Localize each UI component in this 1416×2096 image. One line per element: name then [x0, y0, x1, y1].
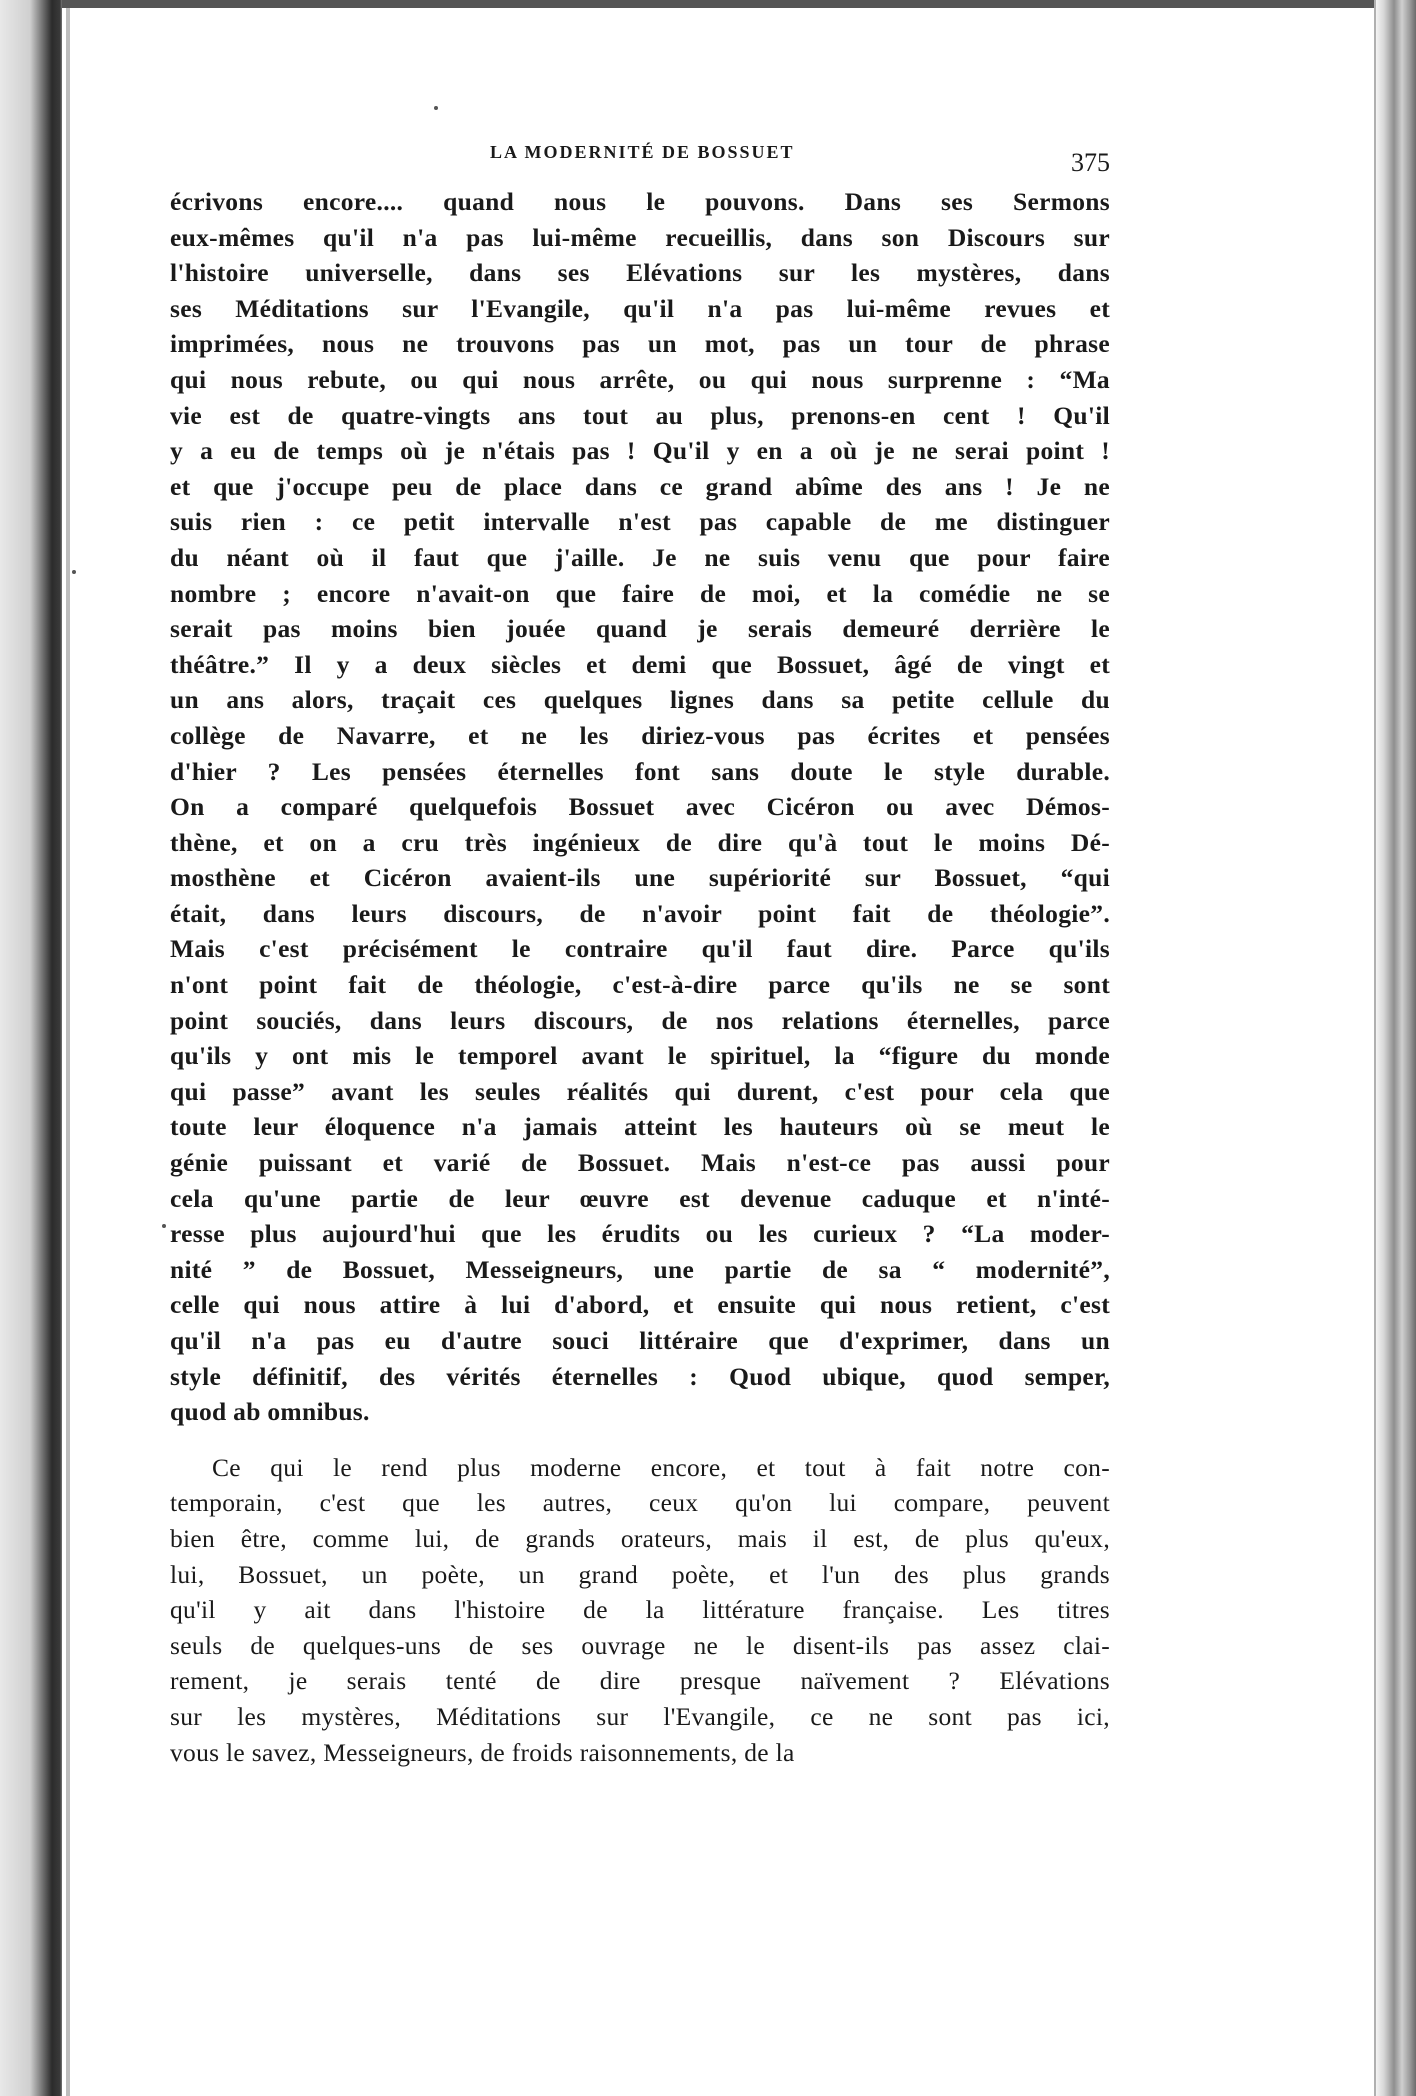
paragraph-gap [170, 1430, 1110, 1442]
text-line: y a eu de temps où je n'étais pas ! Qu'il y en a où je ne serai point ! [170, 436, 1110, 466]
text-line: un ans alors, traçait ces quelques lignes dans sa petite cellule du [170, 685, 1110, 715]
running-head [170, 136, 1110, 176]
text-line: génie puissant et varié de Bossuet. Mais n'est-ce pas aussi pour [170, 1148, 1110, 1178]
text-line: thène, et on a cru très ingénieux de dire qu'à tout le moins Dé- [170, 827, 1110, 857]
page-number: 375 [1071, 148, 1110, 177]
text-line: n'ont point fait de théologie, c'est-à-dire parce qu'ils ne se sont [170, 970, 1110, 1000]
paragraph-2 [170, 1450, 1110, 1770]
text-line: toute leur éloquence n'a jamais atteint les hauteurs où se meut le [170, 1112, 1110, 1142]
text-line: d'hier ? Les pensées éternelles font sans doute le style durable. [170, 756, 1110, 786]
text-line: eux-mêmes qu'il n'a pas lui-même recueillis, dans son Discours sur [170, 222, 1110, 252]
text-line: Ce qui le rend plus moderne encore, et tout à fait notre con- [212, 1452, 1110, 1482]
text-line: seuls de quelques-uns de ses ouvrage ne le disent-ils pas assez clai- [170, 1630, 1110, 1660]
text-line: rement, je serais tenté de dire presque naïvement ? Elévations [170, 1666, 1110, 1696]
text-line: nité ” de Bossuet, Messeigneurs, une partie de sa “ modernité”, [170, 1254, 1110, 1284]
scan-speck [434, 106, 438, 110]
text-line: bien être, comme lui, de grands orateurs, mais il est, de plus qu'eux, [170, 1523, 1110, 1553]
text-line: l'histoire universelle, dans ses Elévations sur les mystères, dans [170, 258, 1110, 288]
text-line: suis rien : ce petit intervalle n'est pas capable de me distinguer [170, 507, 1110, 537]
paragraph-1 [170, 184, 1110, 1430]
text-line: collège de Navarre, et ne les diriez-vous pas écrites et pensées [170, 720, 1110, 750]
text-line: imprimées, nous ne trouvons pas un mot, pas un tour de phrase [170, 329, 1110, 359]
text-line: qui nous rebute, ou qui nous arrête, ou qui nous surprenne : “Ma [170, 364, 1110, 394]
text-line: nombre ; encore n'avait-on que faire de moi, et la comédie ne se [170, 578, 1110, 608]
text-line: théâtre.” Il y a deux siècles et demi que Bossuet, âgé de vingt et [170, 649, 1110, 679]
text-line: quod ab omnibus. [170, 1397, 370, 1427]
text-line: ses Méditations sur l'Evangile, qu'il n'a pas lui-même revues et [170, 293, 1110, 323]
text-line: celle qui nous attire à lui d'abord, et ensuite qui nous retient, c'est [170, 1290, 1110, 1320]
text-line: et que j'occupe peu de place dans ce grand abîme des ans ! Je ne [170, 471, 1110, 501]
binding-shadow-line [66, 0, 70, 2096]
scan-speck [162, 1224, 166, 1228]
text-line: vie est de quatre-vingts ans tout au plus, prenons-en cent ! Qu'il [170, 400, 1110, 430]
text-line: mosthène et Cicéron avaient-ils une supériorité sur Bossuet, “qui [170, 863, 1110, 893]
scan-speck [72, 570, 76, 574]
text-line: du néant où il faut que j'aille. Je ne suis venu que pour faire [170, 542, 1110, 572]
text-line: Mais c'est précisément le contraire qu'il faut dire. Parce qu'ils [170, 934, 1110, 964]
text-line: temporain, c'est que les autres, ceux qu'on lui compare, peuvent [170, 1488, 1110, 1518]
right-page-gutter [1376, 0, 1416, 2096]
text-line: qu'ils y ont mis le temporel avant le spirituel, la “figure du monde [170, 1041, 1110, 1071]
text-line: style définitif, des vérités éternelles : Quod ubique, quod semper, [170, 1361, 1110, 1391]
text-line: On a comparé quelquefois Bossuet avec Cicéron ou avec Démos- [170, 792, 1110, 822]
top-scan-shadow [62, 0, 1392, 8]
text-line: lui, Bossuet, un poète, un grand poète, et l'un des plus grands [170, 1559, 1110, 1589]
text-line: cela qu'une partie de leur œuvre est devenue caduque et n'inté- [170, 1183, 1110, 1213]
running-title: LA MODERNITÉ DE BOSSUET [490, 142, 795, 162]
previous-page-edge [0, 0, 62, 2096]
text-line: qu'il y ait dans l'histoire de la littérature française. Les titres [170, 1595, 1110, 1625]
text-line: resse plus aujourd'hui que les érudits ou les curieux ? “La moder- [170, 1219, 1110, 1249]
text-line: point souciés, dans leurs discours, de nos relations éternelles, parce [170, 1005, 1110, 1035]
text-line: sur les mystères, Méditations sur l'Evangile, ce ne sont pas ici, [170, 1701, 1110, 1731]
book-page [170, 136, 1110, 1770]
text-line: vous le savez, Messeigneurs, de froids raisonnements, de la [170, 1737, 795, 1767]
text-line: était, dans leurs discours, de n'avoir point fait de théologie”. [170, 898, 1110, 928]
text-line: qu'il n'a pas eu d'autre souci littéraire que d'exprimer, dans un [170, 1326, 1110, 1355]
text-line: serait pas moins bien jouée quand je serais demeuré derrière le [170, 614, 1110, 644]
text-line: qui passe” avant les seules réalités qui durent, c'est pour cela que [170, 1076, 1110, 1106]
text-line: écrivons encore.... quand nous le pouvons. Dans ses Sermons [170, 187, 1110, 216]
